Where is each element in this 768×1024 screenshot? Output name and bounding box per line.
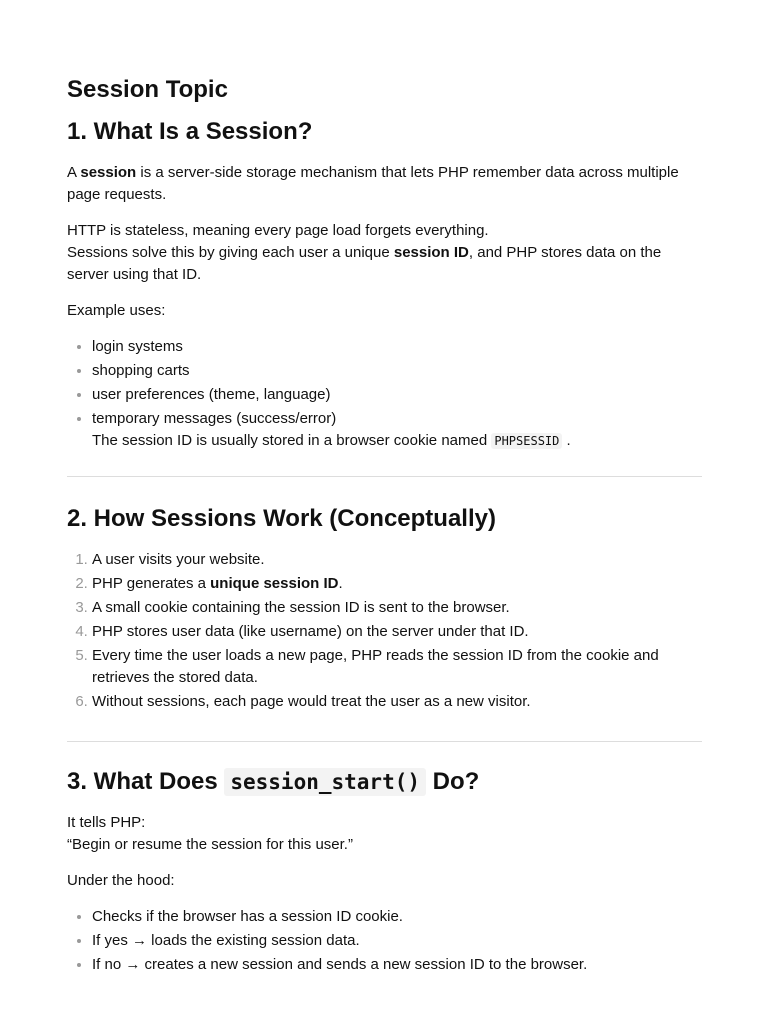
list-item: 6. Without sessions, each page would treat the user as a new visitor. bbox=[92, 691, 702, 713]
text-span: A bbox=[67, 164, 81, 181]
text-span: The session ID is usually stored in a browser cookie named bbox=[92, 432, 492, 449]
text-span: . bbox=[562, 432, 571, 449]
how-sessions-work-list bbox=[67, 549, 702, 713]
text-span: is a server-side storage mechanism that lets PHP remember data across multiple page requests. bbox=[67, 164, 679, 203]
text-span: , and PHP stores data on the server using that ID. bbox=[67, 244, 662, 283]
text-span: Do? bbox=[426, 768, 480, 795]
text-span: PHP generates a bbox=[92, 575, 211, 592]
section-3-heading bbox=[67, 768, 702, 796]
list-item-text: temporary messages (success/error) bbox=[92, 410, 337, 427]
section-divider bbox=[67, 476, 702, 477]
text-span: 3. What Does bbox=[67, 768, 225, 795]
text-span: Sessions solve this by giving each user a unique bbox=[67, 244, 394, 261]
section-1-paragraph-1 bbox=[67, 162, 702, 206]
text-span: . bbox=[338, 575, 343, 592]
section-1-heading: 1. What Is a Session? bbox=[67, 118, 313, 145]
list-item bbox=[92, 408, 702, 452]
bold-term-session-id: session ID bbox=[393, 244, 469, 261]
document-title: Session Topic bbox=[67, 76, 228, 103]
text-span: HTTP is stateless, meaning every page load forgets everything. bbox=[67, 222, 489, 239]
text-span: It tells PHP: bbox=[67, 814, 146, 831]
text-span: “Begin or resume the session for this user.” bbox=[67, 836, 353, 853]
inline-code-phpsessid: PHPSESSID bbox=[491, 433, 562, 449]
section-2-heading: 2. How Sessions Work (Conceptually) bbox=[67, 505, 496, 532]
list-item: • shopping carts bbox=[92, 360, 702, 382]
list-item: • If no → creates a new session and sends a new session ID to the browser. bbox=[92, 954, 702, 976]
section-divider bbox=[67, 741, 702, 742]
list-item: 1. A user visits your website. bbox=[92, 549, 702, 571]
list-item: • login systems bbox=[92, 336, 702, 358]
list-item: 5. Every time the user loads a new page, PHP reads the session ID from the cookie and retrieves the stored data. bbox=[92, 645, 702, 689]
list-item: 3. A small cookie containing the session ID is sent to the browser. bbox=[92, 597, 702, 619]
list-item bbox=[92, 573, 702, 595]
list-item: 4. PHP stores user data (like username) on the server under that ID. bbox=[92, 621, 702, 643]
heading-code-session-start: session_start() bbox=[224, 768, 426, 796]
list-item: • Checks if the browser has a session ID cookie. bbox=[92, 906, 702, 928]
list-item: • user preferences (theme, language) bbox=[92, 384, 702, 406]
section-1-paragraph-3: Example uses: bbox=[67, 302, 166, 319]
section-3-paragraph-1 bbox=[67, 812, 702, 856]
section-3-paragraph-2: Under the hood: bbox=[67, 872, 175, 889]
bold-term-session: session bbox=[80, 164, 137, 181]
bold-term-unique-session-id: unique session ID bbox=[210, 575, 339, 592]
section-1-paragraph-2 bbox=[67, 220, 702, 286]
under-the-hood-list bbox=[67, 906, 702, 976]
list-item: • If yes → loads the existing session data. bbox=[92, 930, 702, 952]
example-uses-list bbox=[67, 336, 702, 452]
